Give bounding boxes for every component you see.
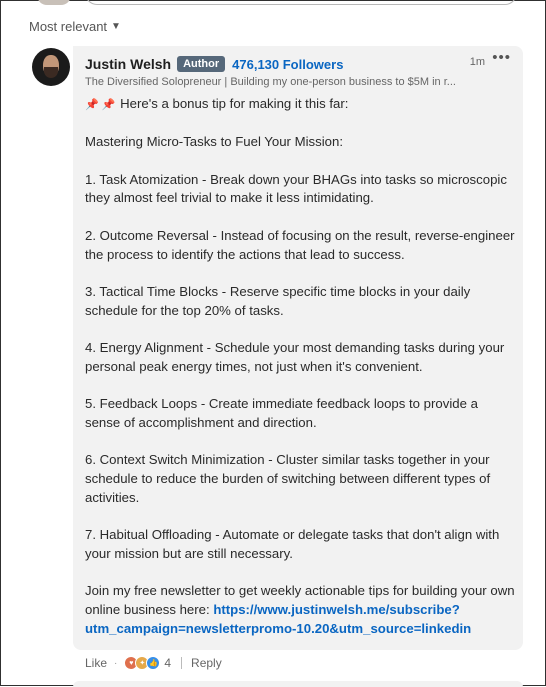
- reaction-count[interactable]: 4: [164, 656, 172, 670]
- cta-text: Join my free newsletter to get weekly actionable tips for building your own online business here:: [85, 583, 515, 617]
- cta-paragraph: [85, 582, 515, 638]
- comment-actions: [85, 655, 222, 671]
- intro-line: [85, 95, 515, 115]
- comment-body: [85, 95, 515, 638]
- pushpin-icon: 📌 📌: [85, 99, 116, 111]
- action-divider: [181, 657, 182, 669]
- comment-header: [85, 49, 513, 88]
- tip-7: 7. Habitual Offloading - Automate or delegate tasks that don't align with your mission but are still necessary.: [85, 527, 500, 561]
- followers-link[interactable]: 476,130 Followers: [232, 56, 344, 72]
- intro-text: Here's a bonus tip for making it this far:: [120, 96, 349, 111]
- like-button[interactable]: Like: [85, 656, 108, 670]
- heading-text: Mastering Micro-Tasks to Fuel Your Mission:: [85, 134, 343, 150]
- previous-avatar: [37, 0, 71, 5]
- comment-input-edge[interactable]: [85, 0, 517, 5]
- tip-4: 4. Energy Alignment - Schedule your most demanding tasks during your personal peak energy times, not just when it's convenient.: [85, 340, 505, 374]
- sort-dropdown[interactable]: [29, 19, 121, 34]
- comment-bubble: [73, 46, 523, 650]
- author-badge: Author: [177, 56, 225, 72]
- tip-6: 6. Context Switch Minimization - Cluster similar tasks together in your schedule to reduce the burden of switching between different types of activities.: [85, 452, 491, 505]
- name-row: [85, 55, 513, 73]
- reply-button[interactable]: Reply: [191, 656, 222, 670]
- author-tagline: The Diversified Solopreneur | Building my one-person business to $5M in r...: [85, 76, 456, 88]
- like-icon: 👍: [146, 656, 160, 670]
- caret-down-icon: ▼: [111, 21, 121, 32]
- next-comment-edge: [73, 681, 523, 687]
- author-name[interactable]: Justin Welsh: [85, 56, 172, 72]
- newsletter-link[interactable]: https://www.justinwelsh.me/subscribe?utm_campaign=newsletterpromo-10.20&utm_source=linkedin: [85, 601, 472, 636]
- avatar[interactable]: [32, 48, 70, 86]
- tip-5: 5. Feedback Loops - Create immediate feedback loops to provide a sense of accomplishment and direction.: [85, 396, 478, 430]
- timestamp: 1m: [469, 56, 485, 68]
- tip-3: 3. Tactical Time Blocks - Reserve specific time blocks in your daily schedule for the top 20% of tasks.: [85, 283, 471, 318]
- avatar-beard: [44, 67, 58, 78]
- love-icon: ♥: [124, 656, 138, 670]
- support-icon: ✦: [135, 656, 149, 670]
- more-options-icon[interactable]: •••: [492, 49, 511, 66]
- tip-2: 2. Outcome Reversal - Instead of focusing on the result, reverse-engineer the process to identify the actions that lead to success.: [85, 227, 515, 262]
- separator-dot: ·: [114, 657, 118, 669]
- sort-label: Most relevant: [29, 19, 108, 34]
- tip-1: 1. Task Atomization - Break down your BHAGs into tasks so microscopic they almost feel trivial to make it less intimidating.: [85, 171, 507, 206]
- previous-comment-remnant: [1, 1, 546, 11]
- reactions[interactable]: [124, 656, 160, 670]
